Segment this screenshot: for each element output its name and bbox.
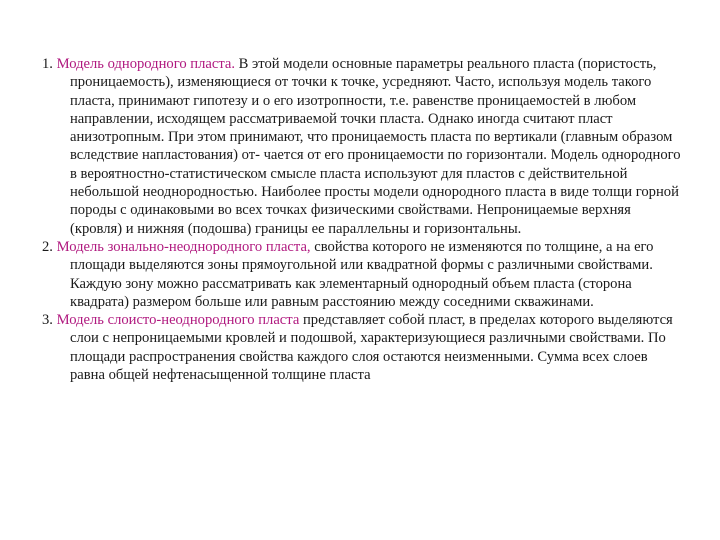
paragraph-number: 3. — [42, 312, 53, 329]
paragraph-body: свойства которого не изменяются по толщине, а на его площади выделяются зоны прямоугольной или квадратной формы с различными свойствами. Каждую зону можно рассматривать как элементарный однородный объем пласта (сторона квадрата) размером больше или равным расстоянию между соседними скважинами. — [70, 238, 654, 310]
paragraph-zonal-model — [42, 238, 682, 311]
paragraph-body: В этой модели основные параметры реального пласта (пористость, проницаемость), изменяющиеся от точки к точке, усредняют. Часто, используя модель такого пласта, принимают гипотезу и о его изотропности, т.е. равенстве проницаемостей в любом направлении, исходящем рассматриваемой точки пласта. Однако иногда считают пласт анизотропным. При этом принимают, что проницаемость пласта по вертикали (главным образом вследствие напластования) от- чается от его проницаемости по горизонтали. Модель однородного в вероятностно-статистическом смысле пласта используют для пластов с действительной небольшой неоднородностью. Наиболее просты модели однородного пласта в виде толщи горной породы с одинаковыми во всех точках физическими свойствами. Непроницаемые верхняя (кровля) и нижняя (подошва) границы ее параллельны и горизонтальны. — [70, 56, 681, 237]
paragraph-number: 2. — [42, 238, 53, 255]
paragraph-body: представляет собой пласт, в пределах которого выделяются слои с непроницаемыми кровлей и подошвой, характеризующиеся различными свойствами. По площади распространения свойства каждого слоя остаются неизменными. Сумма всех слоев равна общей нефтенасыщенной толщине пласта — [70, 312, 673, 384]
text-body — [42, 55, 682, 384]
model-title: Модель зонально-неоднородного пласта, — [56, 238, 311, 255]
model-title: Модель слоисто-неоднородного пласта — [56, 312, 300, 329]
paragraph-homogeneous-model — [42, 55, 682, 238]
paragraph-layered-model — [42, 311, 682, 384]
paragraph-number: 1. — [42, 56, 53, 72]
model-title: Модель однородного пласта. — [56, 56, 235, 72]
